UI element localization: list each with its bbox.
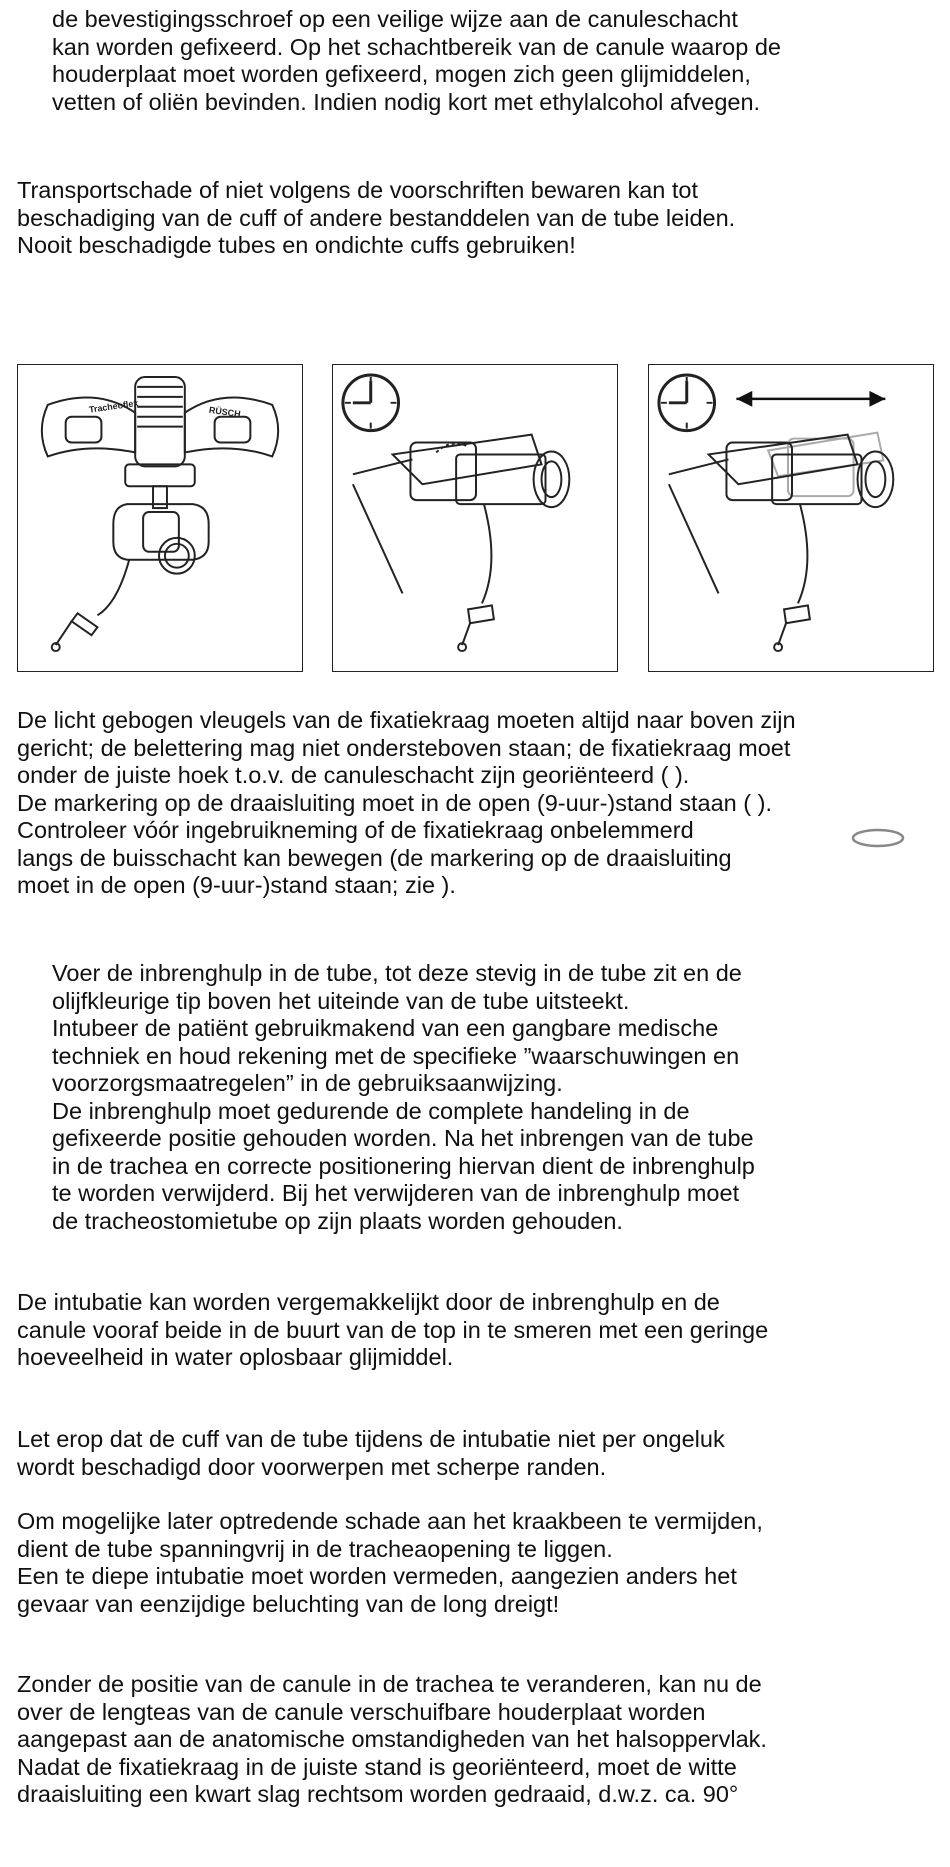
brand-label-right: RÜSCH xyxy=(208,404,242,420)
text-line: wordt beschadigd door voorwerpen met scherpe randen. xyxy=(17,1453,607,1480)
text-line: voorzorgsmaatregelen” in de gebruiksaanwijzing. xyxy=(52,1070,563,1096)
brand-label-left: Tracheoflex xyxy=(88,397,139,415)
text-line: techniek en houd rekening met de specifieke ”waarschuwingen en xyxy=(52,1042,740,1069)
text-line: Nadat de fixatiekraag in de juiste stand is georiënteerd, moet de witte xyxy=(17,1753,737,1780)
text-line: De inbrenghulp moet gedurende de complete handeling in de xyxy=(52,1097,690,1124)
text-line: De intubatie kan worden vergemakkelijkt door de inbrenghulp en de xyxy=(17,1289,720,1315)
text-line: canule vooraf beide in de buurt van de top in te smeren met een geringe xyxy=(17,1316,769,1343)
text-line: gefixeerde positie gehouden worden. Na het inbrengen van de tube xyxy=(52,1125,754,1151)
text-line: gevaar van eenzijdige beluchting van de long dreigt! xyxy=(17,1590,560,1617)
text-line: aangepast aan de anatomische omstandigheden van het halsoppervlak. xyxy=(17,1726,767,1752)
paragraph-cuff-damage xyxy=(17,1426,725,1481)
tracheostomy-tube-slide-icon xyxy=(669,433,893,651)
text-line: gericht; de belettering mag niet ondersteboven staan; de fixatiekraag moet xyxy=(17,734,791,761)
text-line: olijfkleurige tip boven het uiteinde van de tube uitsteekt. xyxy=(52,987,630,1014)
paragraph-insertion-aid xyxy=(52,960,755,1235)
text-line: hoeveelheid in water oplosbaar glijmiddel. xyxy=(17,1344,454,1370)
clock-9-oclock-icon xyxy=(343,375,399,431)
ring-marker-icon xyxy=(850,826,906,850)
paragraph-cartilage-damage xyxy=(17,1508,763,1618)
text-line: te worden verwijderd. Bij het verwijderen van de inbrenghulp moet xyxy=(52,1180,740,1206)
paragraph-collar-orientation xyxy=(17,707,796,900)
clock-9-oclock-icon xyxy=(659,375,715,431)
figure-tube-rotate-lock xyxy=(332,364,618,672)
text-line: houderplaat moet worden gefixeerd, mogen zich geen glijmiddelen, xyxy=(52,61,751,87)
text-line: de tracheostomietube op zijn plaats worden gehouden. xyxy=(52,1207,623,1234)
double-arrow-icon xyxy=(736,391,885,407)
text-line: moet in de open (9-uur-)stand staan; zie ). xyxy=(17,872,456,898)
text-line: Zonder de positie van de canule in de trachea te veranderen, kan nu de xyxy=(17,1671,762,1697)
text-line: vetten of oliën bevinden. Indien nodig kort met ethylalcohol afvegen. xyxy=(52,88,761,115)
text-line: kan worden gefixeerd. Op het schachtbereik van de canule waarop de xyxy=(52,33,781,60)
text-line: De licht gebogen vleugels van de fixatiekraag moeten altijd naar boven zijn xyxy=(17,707,796,733)
figure-tube-front-view xyxy=(17,364,303,672)
text-line: Nooit beschadigde tubes en ondichte cuffs gebruiken! xyxy=(17,232,576,258)
text-line: de bevestigingsschroef op een veilige wijze aan de canuleschacht xyxy=(52,6,738,32)
text-line: onder de juiste hoek t.o.v. de canuleschacht zijn georiënteerd ( ). xyxy=(17,762,690,788)
tracheostomy-tube-front-icon xyxy=(18,365,302,671)
text-line: Een te diepe intubatie moet worden vermeden, aangezien anders het xyxy=(17,1563,737,1589)
text-line: Voer de inbrenghulp in de tube, tot deze stevig in de tube zit en de xyxy=(52,960,742,986)
paragraph-holder-adjustment xyxy=(17,1671,767,1809)
text-line: langs de buisschacht kan bewegen (de markering op de draaisluiting xyxy=(17,844,732,871)
text-line: draaisluiting een kwart slag rechtsom worden gedraaid, d.w.z. ca. 90° xyxy=(17,1781,739,1807)
text-line: Intubeer de patiënt gebruikmakend van een gangbare medische xyxy=(52,1015,719,1041)
text-line: Controleer vóór ingebruikneming of de fixatiekraag onbelemmerd xyxy=(17,817,694,843)
text-line: De markering op de draaisluiting moet in de open (9-uur-)stand staan ( ). xyxy=(17,789,772,816)
text-line: over de lengteas van de canule verschuifbare houderplaat worden xyxy=(17,1698,706,1725)
text-line: dient de tube spanningvrij in de tracheaopening te liggen. xyxy=(17,1535,613,1562)
text-line: beschadiging van de cuff of andere bestanddelen van de tube leiden. xyxy=(17,204,736,231)
paragraph-fixation-screw xyxy=(52,6,781,116)
text-line: Let erop dat de cuff van de tube tijdens de intubatie niet per ongeluk xyxy=(17,1426,725,1452)
tracheostomy-tube-side-icon xyxy=(353,435,569,651)
paragraph-lubrication xyxy=(17,1289,768,1372)
text-line: Om mogelijke later optredende schade aan het kraakbeen te vermijden, xyxy=(17,1508,763,1534)
text-line: Transportschade of niet volgens de voorschriften bewaren kan tot xyxy=(17,177,699,203)
figure-tube-slide-collar xyxy=(648,364,934,672)
text-line: in de trachea en correcte positionering hiervan dient de inbrenghulp xyxy=(52,1152,755,1179)
paragraph-transport-damage xyxy=(17,177,735,260)
